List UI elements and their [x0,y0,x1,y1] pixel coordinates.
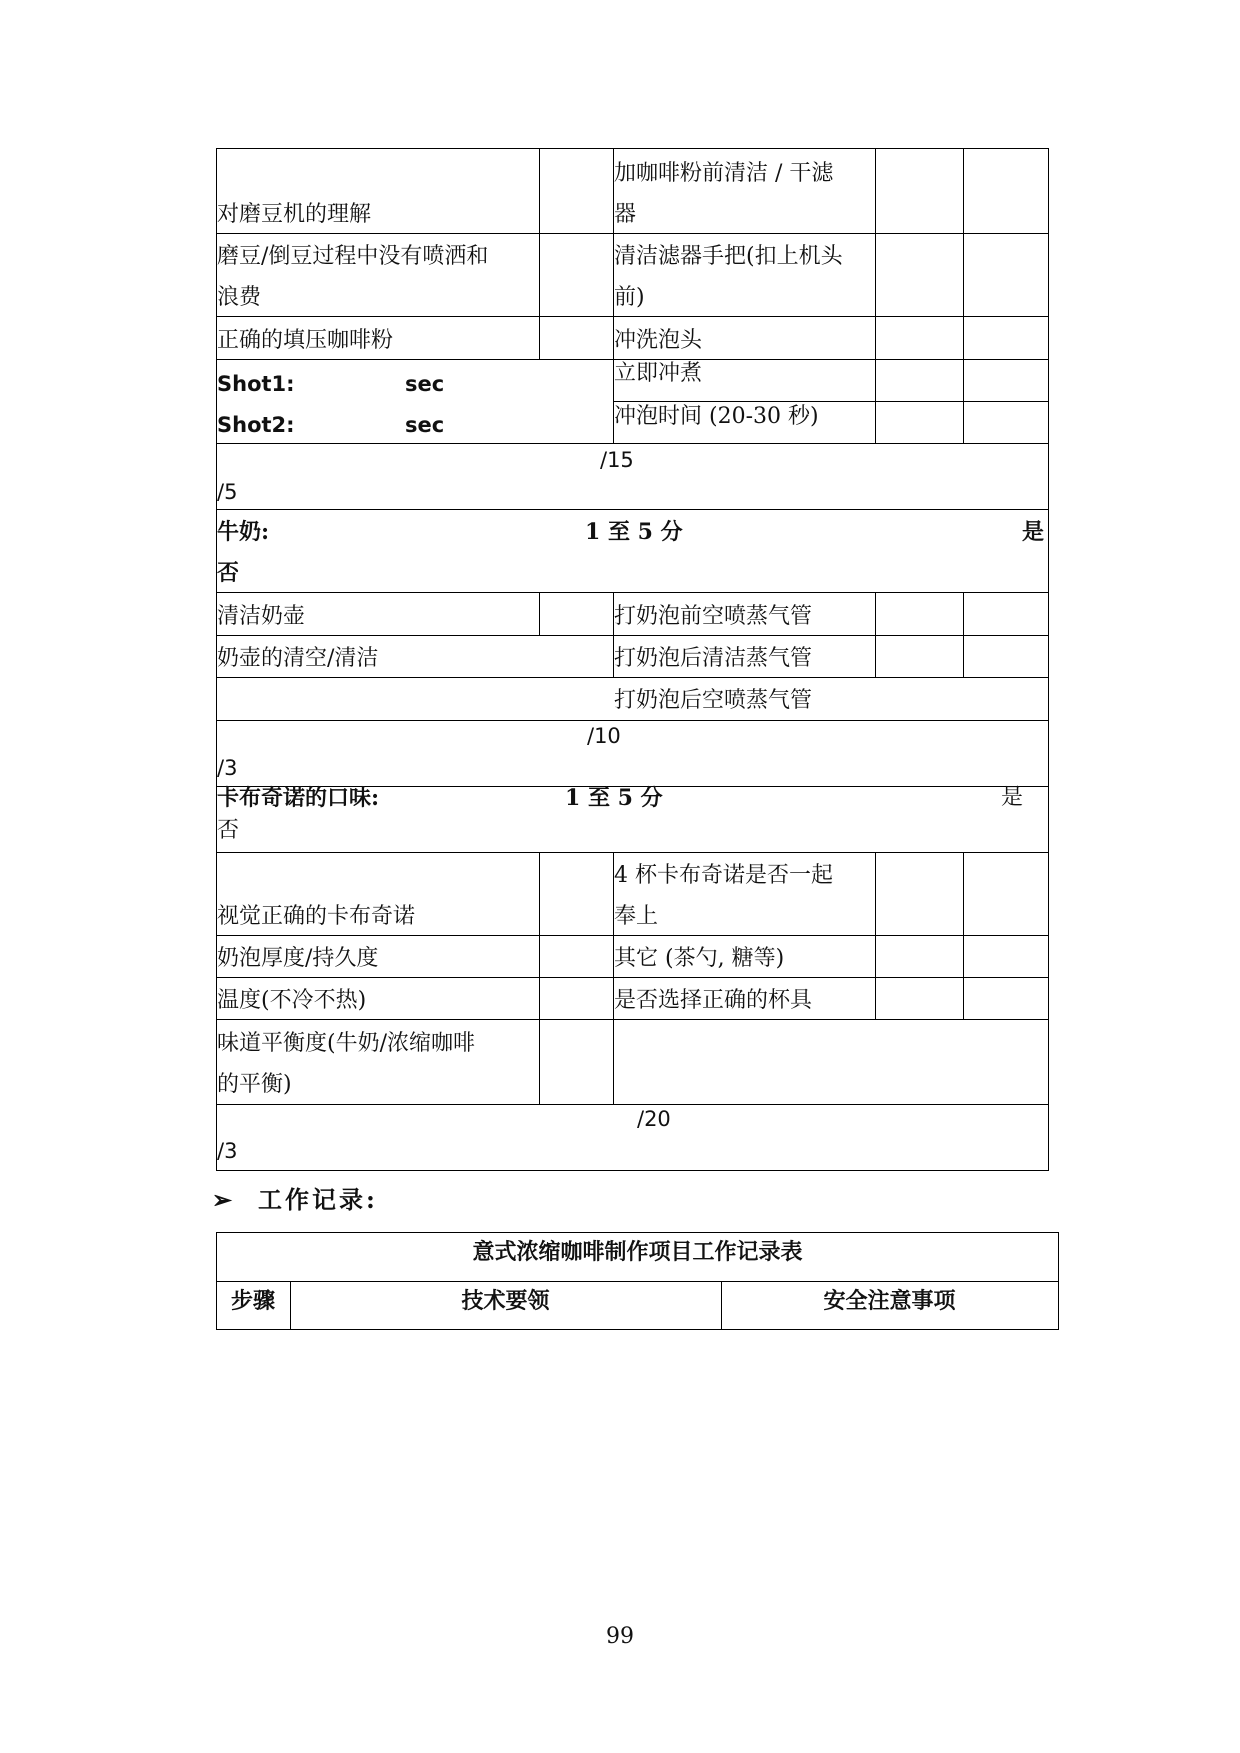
page-number: 99 [606,1624,634,1649]
shot1-label: Shot1: [217,372,295,396]
criterion-clean-before-dose-cont: 器 [614,202,637,227]
criterion-clean-pitcher: 清洁奶壶 [217,604,306,629]
criterion-wipe-wand: 打奶泡后清洁蒸气管 [614,646,813,671]
work-record-heading: 工作记录: [258,1185,378,1214]
yes-label: 是 [1001,785,1024,810]
shot2-unit: sec [405,413,445,437]
subtotal-note: /3 [217,1139,238,1163]
subtotal-note: /5 [217,480,238,504]
criterion-foam: 奶泡厚度/持久度 [217,946,379,971]
shot1-unit: sec [405,372,445,396]
criterion-cups: 是否选择正确的杯具 [614,988,813,1013]
criterion-tamping: 正确的填压咖啡粉 [217,328,394,353]
scale-label: 1 至 5 分 [565,785,663,811]
criterion-purge-after: 打奶泡后空喷蒸气管 [614,688,813,713]
no-label: 否 [217,818,240,843]
criterion-purge-before: 打奶泡前空喷蒸气管 [614,604,813,629]
criterion-clean-before-dose: 加咖啡粉前清洁 / 干滤 [614,161,834,186]
criterion-accessories: 其它 (茶勺, 糖等) [614,946,785,971]
criterion-served-together: 4 杯卡布奇诺是否一起 [614,863,833,888]
criterion-no-waste: 磨豆/倒豆过程中没有喷洒和 [217,244,489,269]
criterion-visual: 视觉正确的卡布奇诺 [217,904,416,929]
criterion-flush-group: 冲洗泡头 [614,328,703,353]
column-header-technique: 技术要领 [461,1288,550,1314]
scale-label: 1 至 5 分 [585,519,683,545]
criterion-brew-immediately: 立即冲煮 [614,361,703,386]
shot2-label: Shot2: [217,413,295,437]
column-header-safety: 安全注意事项 [823,1288,956,1314]
criterion-brew-time: 冲泡时间 (20-30 秒) [614,404,819,429]
section-title-cappuccino: 卡布奇诺的口味: [217,785,380,811]
section-title-milk: 牛奶: [217,519,270,545]
criterion-no-waste-cont: 浪费 [217,285,262,310]
arrow-bullet-icon: ➢ [212,1185,233,1214]
criterion-served-together-cont: 奉上 [614,904,659,929]
criterion-clean-portafilter: 清洁滤器手把(扣上机头 [614,244,843,269]
criterion-temperature: 温度(不冷不热) [217,988,367,1013]
criterion-balance-cont: 的平衡) [217,1072,292,1097]
yes-label: 是 [1022,519,1045,545]
subtotal-score: /10 [587,724,621,748]
no-label: 否 [217,560,240,586]
criterion-balance: 味道平衡度(牛奶/浓缩咖啡 [217,1031,475,1056]
criterion-empty-pitcher: 奶壶的清空/清洁 [217,646,379,671]
subtotal-score: /15 [600,448,634,472]
subtotal-score: /20 [637,1107,671,1131]
record-table-title: 意式浓缩咖啡制作项目工作记录表 [472,1239,803,1265]
column-header-step: 步骤 [230,1288,275,1314]
criterion-grinder: 对磨豆机的理解 [217,202,372,227]
subtotal-note: /3 [217,756,238,780]
criterion-clean-portafilter-cont: 前) [614,285,645,310]
